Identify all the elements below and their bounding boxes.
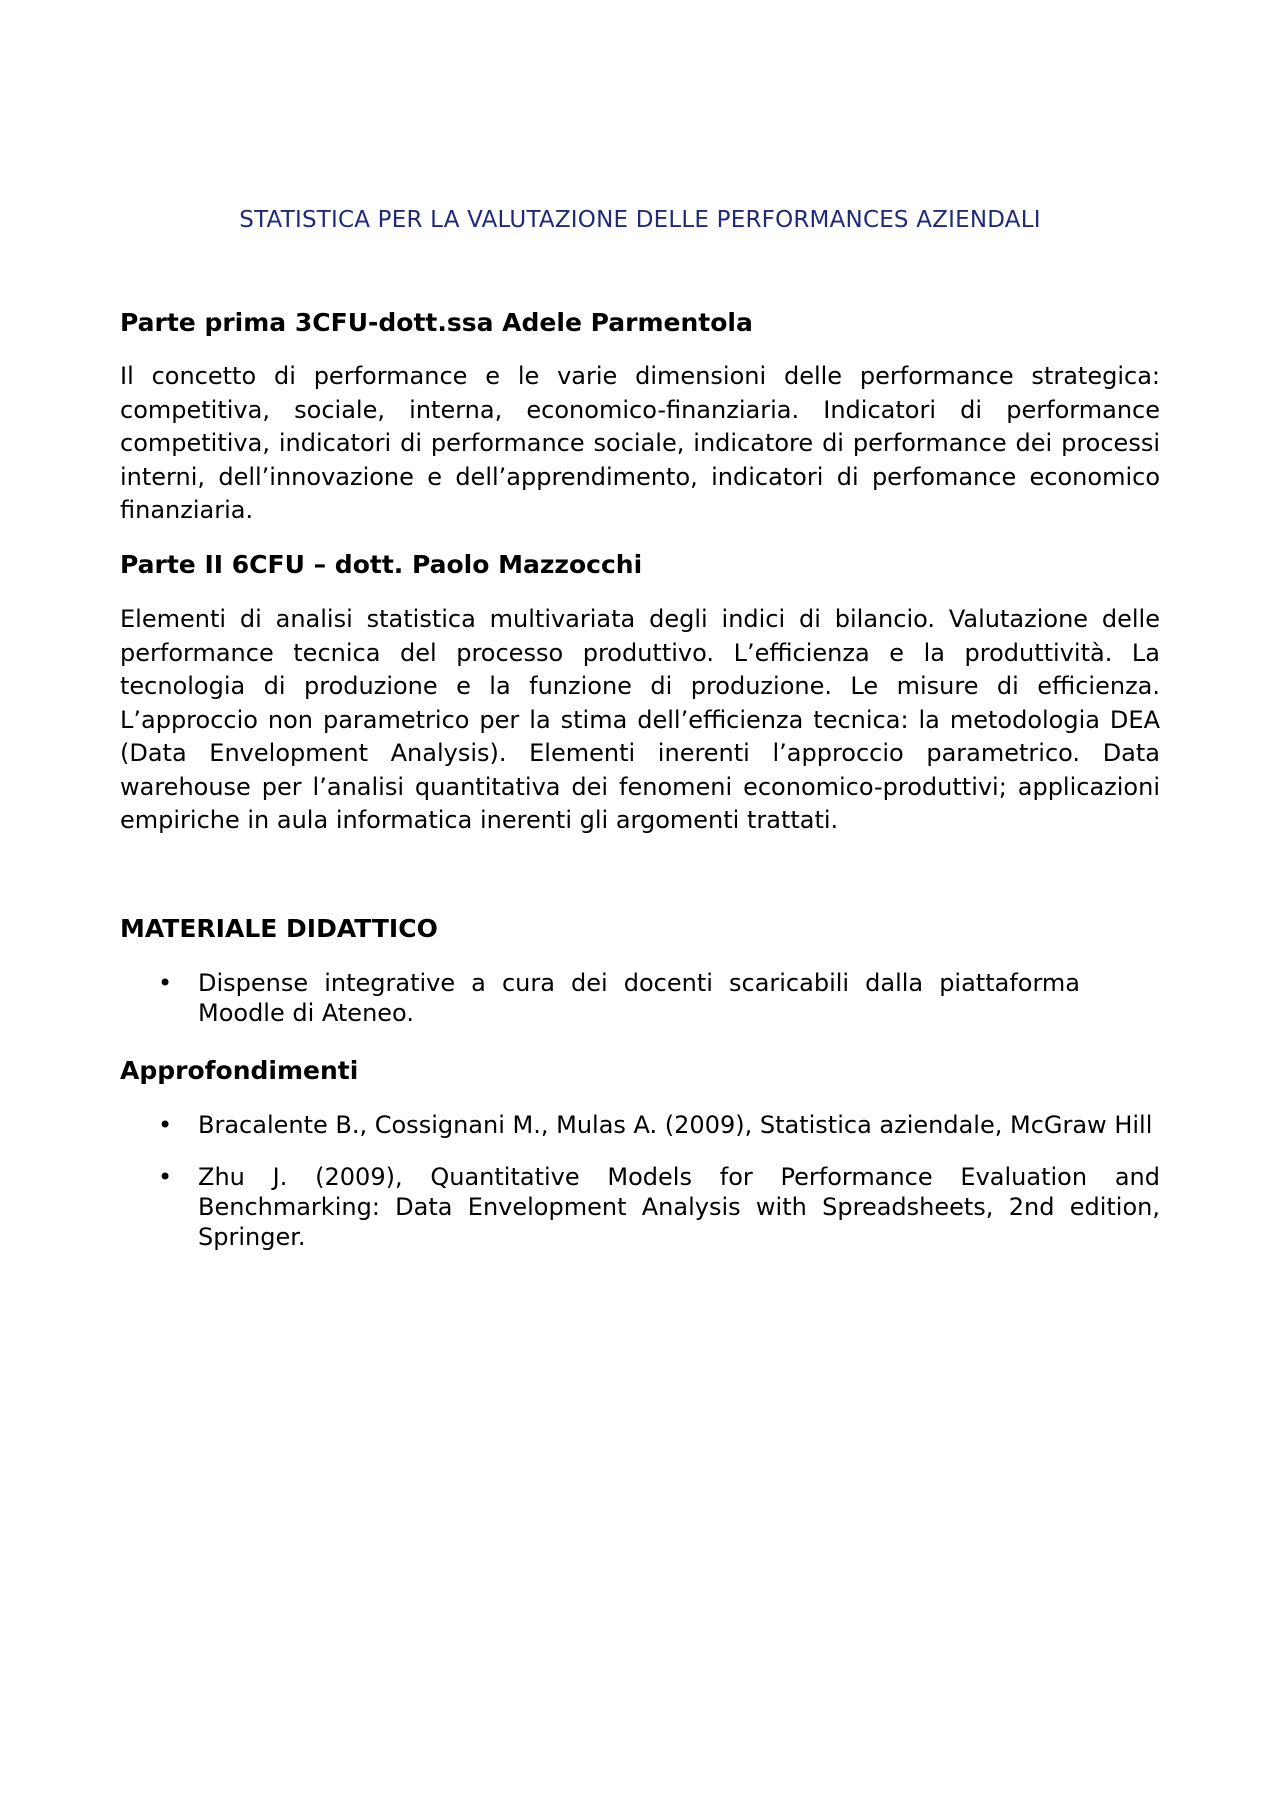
list-item <box>120 1110 1160 1140</box>
materiale-list <box>120 968 1160 1028</box>
part-one-body: Il concetto di performance e le varie dimensioni delle performance strategica: competitiva, sociale, interna, economico-finanziaria. Indicatori di performance competitiva, indicatori di performance sociale, indicatore di performance dei processi interni, dell’innovazione e dell’apprendimento, indicatori di perfomance economico finanziaria. <box>120 362 1160 524</box>
list-item <box>120 968 1160 1028</box>
part-two-body: Elementi di analisi statistica multivariata degli indici di bilancio. Valutazione delle performance tecnica del processo produttivo. L’efficienza e la produttività. La tecnologia di produzione e la funzione di produzione. Le misure di efficienza. L’approccio non parametrico per la stima dell’efficienza tecnica: la metodologia DEA (Data Envelopment Analysis). Elementi inerenti l’approccio parametrico. Data warehouse per l’analisi quantitativa dei fenomeni economico-produttivi; applicazioni empiriche in aula informatica inerenti gli argomenti trattati. <box>120 605 1160 834</box>
list-item-text: Dispense integrative a cura dei docenti scaricabili dalla piattaforma Moodle di Ateneo. <box>198 969 1080 1027</box>
list-item-text: Zhu J. (2009), Quantitative Models for Performance Evaluation and Benchmarking: Data Envelopment Analysis with Spreadsheets, 2nd edition, Springer. <box>198 1163 1160 1251</box>
document-title: STATISTICA PER LA VALUTAZIONE DELLE PERFORMANCES AZIENDALI <box>239 207 1041 233</box>
bullet-icon: • <box>158 969 173 997</box>
bullet-icon: • <box>158 1111 173 1139</box>
part-two-heading: Parte II 6CFU – dott. Paolo Mazzocchi <box>120 550 643 579</box>
materiale-heading: MATERIALE DIDATTICO <box>120 914 438 943</box>
part-one-heading: Parte prima 3CFU-dott.ssa Adele Parmentola <box>120 308 753 337</box>
list-item-text: Bracalente B., Cossignani M., Mulas A. (2009), Statistica aziendale, McGraw Hill <box>198 1111 1153 1139</box>
approfondimenti-heading: Approfondimenti <box>120 1056 359 1085</box>
bullet-icon: • <box>158 1163 173 1191</box>
approfondimenti-list <box>120 1110 1160 1252</box>
list-item <box>120 1162 1160 1252</box>
